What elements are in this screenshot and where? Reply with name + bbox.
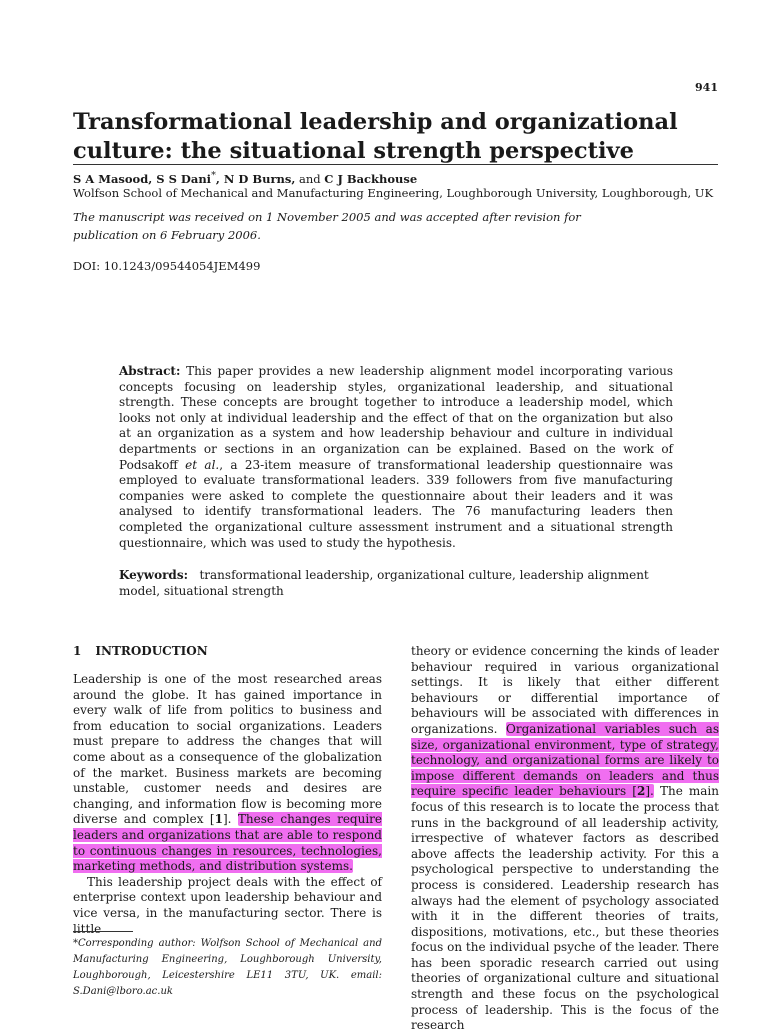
right-text-a: theory or evidence concerning the kinds of leader behaviour required in various organizational settings. It is likely that either different behaviours or differential importance of behaviours will be associated with differences in organizations. [411, 644, 719, 736]
intro-paragraph-1 [73, 672, 382, 875]
citation-1: 1 [214, 812, 223, 827]
title-divider [73, 164, 718, 165]
intro-p1-text-b: ]. [222, 812, 238, 827]
right-hl-text-b: ]. [645, 784, 654, 799]
keywords [119, 568, 673, 599]
abstract [119, 364, 673, 551]
abstract-label: Abstract: [119, 364, 181, 378]
manuscript-dates: The manuscript was received on 1 November 2005 and was accepted after revision for publication on 6 February 2006. [73, 210, 581, 242]
author-and: and [295, 171, 325, 186]
right-paragraph [411, 644, 719, 1034]
right-hl-text-a: Organizational variables such as size, organizational environment, type of strategy, technology, and organizational forms are likely to impose different demands on leaders and thus require specific leader behaviours [ [411, 721, 719, 799]
author-line [73, 168, 723, 187]
section-number: 1 [73, 644, 82, 658]
abstract-etal: et al. [185, 457, 220, 472]
right-column [411, 644, 719, 1034]
paper-title: Transformational leadership and organizational culture: the situational strength perspective [73, 109, 678, 164]
page-number: 941 [695, 81, 718, 94]
abstract-text-a: This paper provides a new leadership alignment model incorporating various concepts focusing on leadership styles, organizational leadership, and situational strength. These concepts are brought together to introduce a leadership model, which looks not only at individual leadership and the effect of that on the organization but also at an organization as a system and how leadership behaviour and culture in individual departments or sections in an organization can be explained. Based on the work of Podsakoff [119, 364, 673, 472]
corresponding-mark: * [211, 170, 216, 181]
keywords-text: transformational leadership, organizational culture, leadership alignment model, situational strength [119, 568, 649, 598]
keywords-label: Keywords: [119, 568, 189, 582]
highlight-changes: These changes require leaders and organizations that are able to respond to continuous changes in resources, technologies, marketing methods, and distribution systems. [73, 812, 383, 874]
author-masood-dani: S A Masood, S S Dani [73, 171, 212, 186]
doi: DOI: 10.1243/09544054JEM499 [73, 259, 261, 273]
right-text-b: The main focus of this research is to locate the process that runs in the background of all leadership activity, irrespective of whatever factors as described above affects the leadership activity. For this a psychological perspective to understanding the process is considered. Leadership research has always had the element of psychology associated with it in the different theories of traits, dispositions, motivations, etc., but these theories focus on the individual psyche of the leader. There has been sporadic research carried out using theories of organizational culture and situational strength and these focus on the psychological process of leadership. This is the focus of the research [411, 784, 719, 1033]
left-column [73, 644, 382, 937]
abstract-text-b: , a 23-item measure of transformational leadership questionnaire was employed to evaluate transformational leaders. 339 followers from five manufacturing companies were asked to complete the questionnaire about their leaders and it was analysed to identify transformational leaders. The 76 manufacturing leaders then completed the organizational culture assessment instrument and a situational strength questionnaire, which was used to study the hypothesis. [119, 457, 673, 550]
footnote-divider [73, 931, 133, 932]
section-heading [73, 644, 382, 658]
section-title: INTRODUCTION [95, 644, 208, 658]
author-burns: , N D Burns, [215, 171, 296, 186]
corresponding-footnote: *Corresponding author: Wolfson School of Mechanical and Manufacturing Engineering, Loughborough University, Loughborough, Leicestershire LE11 3TU, UK. email: S.Dani@lboro.ac.uk [73, 938, 382, 997]
intro-paragraph-2: This leadership project deals with the effect of enterprise context upon leadership behaviour and vice versa, in the manufacturing sector. There is little [73, 874, 382, 936]
author-backhouse: C J Backhouse [324, 171, 418, 186]
citation-2: 2 [637, 784, 646, 799]
intro-p1-text-a: Leadership is one of the most researched areas around the globe. It has gained importance in every walk of life from politics to business and from education to social organizations. Leaders must prepare to address the changes that will come about as a consequence of the globalization of the market. Business markets are becoming unstable, customer needs and desires are changing, and information flow is becoming more diverse and complex [ [73, 672, 382, 827]
affiliation: Wolfson School of Mechanical and Manufacturing Engineering, Loughborough University, Loughborough, UK [73, 186, 714, 200]
